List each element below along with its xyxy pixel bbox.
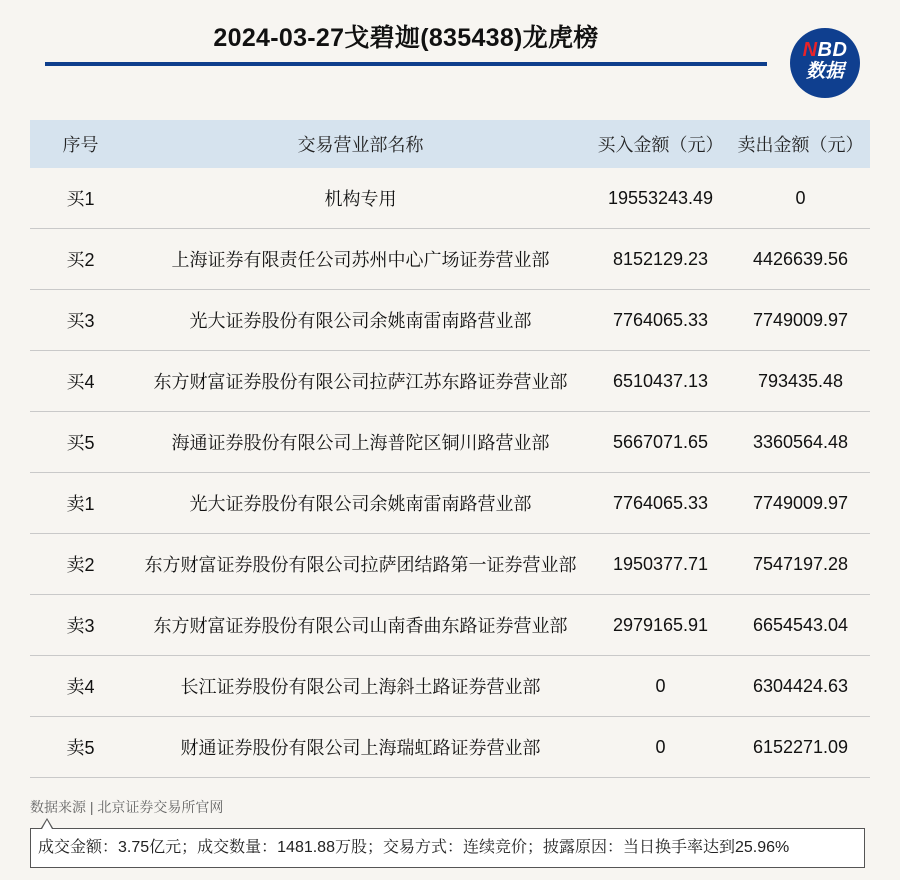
cell-rank: 卖4 — [30, 656, 131, 717]
table-header-row — [30, 120, 870, 168]
cell-branch-name: 机构专用 — [131, 168, 590, 229]
cell-branch-name: 东方财富证券股份有限公司山南香曲东路证券营业部 — [131, 595, 590, 656]
cell-rank: 买4 — [30, 351, 131, 412]
cell-buy-amount: 1950377.71 — [590, 534, 731, 595]
logo-bottom-text: 数据 — [805, 61, 844, 82]
cell-sell-amount: 7749009.97 — [731, 290, 870, 351]
cell-rank: 卖5 — [30, 717, 131, 778]
cell-rank: 卖1 — [30, 473, 131, 534]
cell-sell-amount: 6304424.63 — [731, 656, 870, 717]
cell-buy-amount: 0 — [590, 717, 731, 778]
cell-rank: 买1 — [30, 168, 131, 229]
cell-sell-amount: 0 — [731, 168, 870, 229]
dragon-tiger-table — [30, 120, 870, 778]
cell-branch-name: 东方财富证券股份有限公司拉萨团结路第一证券营业部 — [131, 534, 590, 595]
cell-branch-name: 光大证券股份有限公司余姚南雷南路营业部 — [131, 473, 590, 534]
table-row — [30, 229, 870, 290]
col-header-rank: 序号 — [30, 120, 131, 168]
table-row — [30, 656, 870, 717]
cell-buy-amount: 6510437.13 — [590, 351, 731, 412]
nbd-logo — [790, 28, 860, 98]
cell-branch-name: 上海证券有限责任公司苏州中心广场证券营业部 — [131, 229, 590, 290]
cell-branch-name: 东方财富证券股份有限公司拉萨江苏东路证券营业部 — [131, 351, 590, 412]
table-row — [30, 595, 870, 656]
table-row — [30, 473, 870, 534]
cell-branch-name: 财通证券股份有限公司上海瑞虹路证券营业部 — [131, 717, 590, 778]
cell-buy-amount: 2979165.91 — [590, 595, 731, 656]
title-underline — [45, 62, 767, 66]
logo-top-rest: BD — [817, 39, 848, 61]
cell-sell-amount: 7749009.97 — [731, 473, 870, 534]
cell-sell-amount: 4426639.56 — [731, 229, 870, 290]
cell-branch-name: 海通证券股份有限公司上海普陀区铜川路营业部 — [131, 412, 590, 473]
cell-sell-amount: 793435.48 — [731, 351, 870, 412]
trade-summary-note: 成交金额：3.75亿元；成交数量：1481.88万股；交易方式：连续竞价；披露原因：当日换手率达到25.96% — [30, 828, 865, 868]
callout-pointer-fill — [42, 820, 52, 829]
data-source-label: 数据来源 | 北京证券交易所官网 — [30, 799, 224, 815]
cell-rank: 买5 — [30, 412, 131, 473]
col-header-branch-name: 交易营业部名称 — [131, 120, 590, 168]
col-header-sell-amount: 卖出金额（元） — [731, 120, 870, 168]
cell-rank: 买3 — [30, 290, 131, 351]
table-row — [30, 534, 870, 595]
cell-sell-amount: 6152271.09 — [731, 717, 870, 778]
table-row — [30, 717, 870, 778]
table-row — [30, 412, 870, 473]
cell-rank: 卖3 — [30, 595, 131, 656]
table-row — [30, 168, 870, 229]
cell-sell-amount: 7547197.28 — [731, 534, 870, 595]
cell-rank: 卖2 — [30, 534, 131, 595]
cell-rank: 买2 — [30, 229, 131, 290]
cell-buy-amount: 0 — [590, 656, 731, 717]
cell-buy-amount: 5667071.65 — [590, 412, 731, 473]
table-row — [30, 351, 870, 412]
cell-buy-amount: 19553243.49 — [590, 168, 731, 229]
logo-top-text — [790, 39, 860, 61]
cell-buy-amount: 7764065.33 — [590, 290, 731, 351]
col-header-buy-amount: 买入金额（元） — [590, 120, 731, 168]
cell-sell-amount: 6654543.04 — [731, 595, 870, 656]
logo-accent-letter: N — [802, 39, 818, 61]
page-title: 2024-03-27戈碧迦(835438)龙虎榜 — [213, 24, 599, 52]
cell-buy-amount: 8152129.23 — [590, 229, 731, 290]
cell-buy-amount: 7764065.33 — [590, 473, 731, 534]
cell-branch-name: 光大证券股份有限公司余姚南雷南路营业部 — [131, 290, 590, 351]
table-row — [30, 290, 870, 351]
cell-sell-amount: 3360564.48 — [731, 412, 870, 473]
cell-branch-name: 长江证券股份有限公司上海斜土路证券营业部 — [131, 656, 590, 717]
